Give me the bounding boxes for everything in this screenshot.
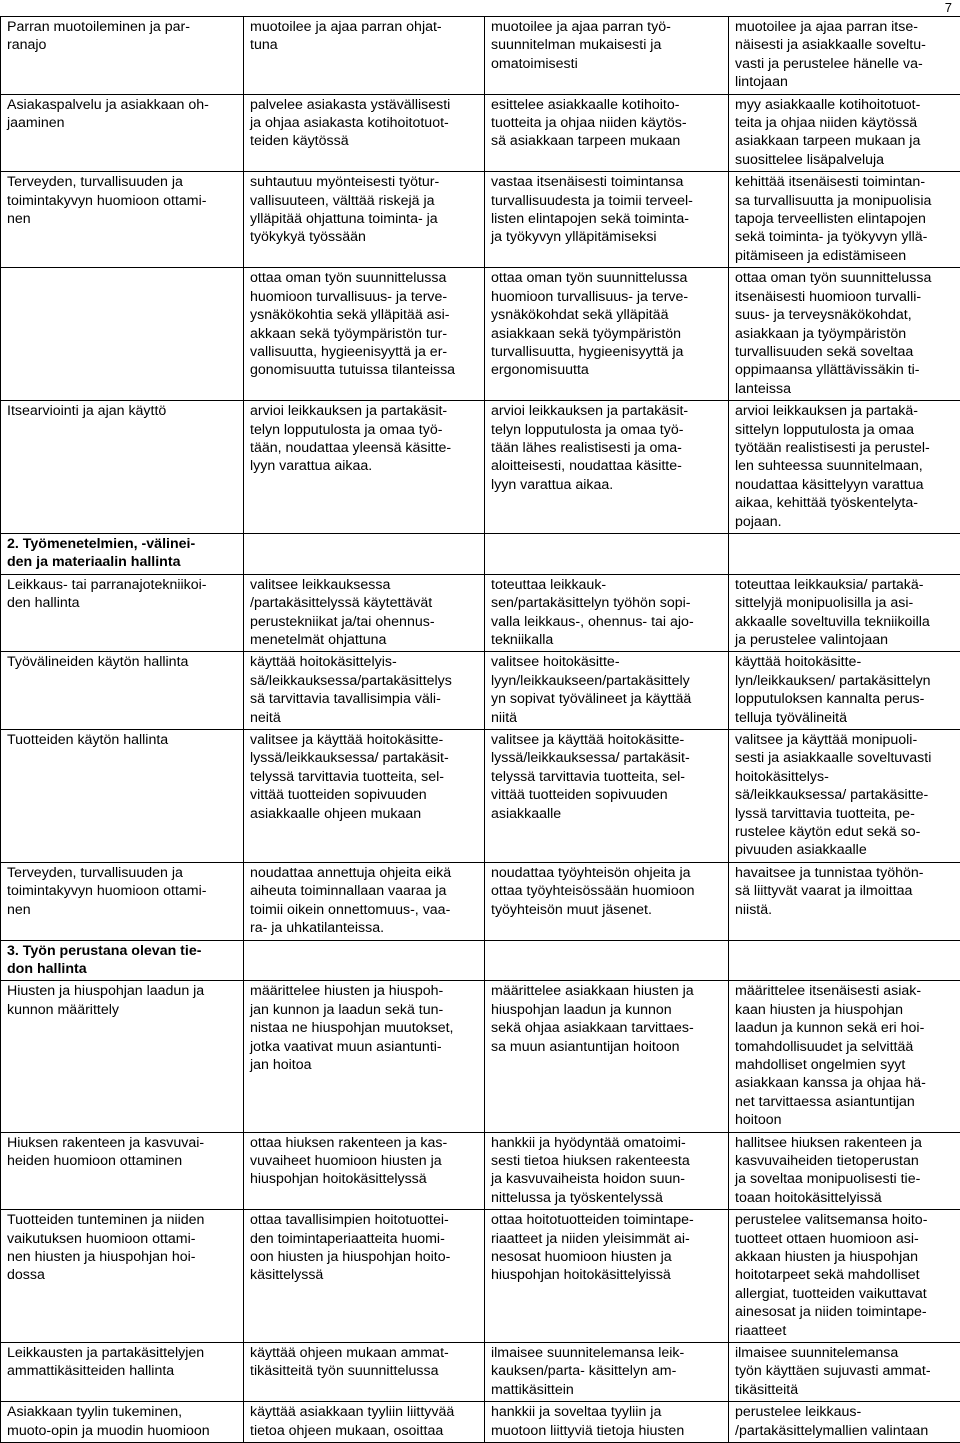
empty-cell bbox=[485, 533, 729, 574]
level-excellent-cell: kehittää itsenäisesti toimintan- sa turvallisuutta ja monipuolisia tapoja terveellisten elintapojen sekä toiminta- ja työkyvyn yllä- pitämiseen ja edistämiseen bbox=[729, 172, 960, 268]
table-row bbox=[1, 981, 960, 1132]
level-good-cell: määrittelee asiakkaan hiusten ja hiuspohjan laadun ja kunnon sekä ohjaa asiakkaan tarvittaes- sa muun asiantuntijan hoitoon bbox=[485, 981, 729, 1132]
level-satisfactory-cell: valitsee ja käyttää hoitokäsitte- lyssä/leikkauksessa/ partakäsit- telyssä tarvittavia tuotteita, sel- vittää tuotteiden sopivuuden asiakkaalle ohjeen mukaan bbox=[244, 730, 485, 863]
level-satisfactory-cell: määrittelee hiusten ja hiuspoh- jan kunnon ja laadun sekä tun- nistaa ne hiuspohjan muutokset, jotka vaativat muun asiantunti- jan hoitoa bbox=[244, 981, 485, 1132]
level-excellent-cell: käyttää hoitokäsitte- lyn/leikkauksen/ partakäsittelyn lopputuloksen kannalta perus- telluja työvälineitä bbox=[729, 652, 960, 730]
level-good-cell: ottaa oman työn suunnittelussa huomioon turvallisuus- ja terve- ysnäkökohdat sekä ylläpitää asiakkaan sekä työympäristön turvallisuutta, hygieenisyyttä ja ergonomisuutta bbox=[485, 268, 729, 401]
criteria-table-body bbox=[1, 17, 960, 1443]
level-excellent-cell: ottaa oman työn suunnittelussa itsenäisesti huomioon turvalli- suus- ja terveysnäkökohdat, asiakkaan ja työympäristön turvallisuuden sekä soveltaa oppimaansa yllättävissäkin ti- lanteissa bbox=[729, 268, 960, 401]
level-satisfactory-cell: ottaa tavallisimpien hoitotuottei- den toimintaperiaatteita huomi- oon hiusten ja hiuspohjan hoito- käsittelyssä bbox=[244, 1210, 485, 1343]
table-row bbox=[1, 730, 960, 863]
level-good-cell: toteuttaa leikkauk- sen/partakäsittelyn työhön sopi- valla leikkaus-, ohennus- tai ajo- tekniikalla bbox=[485, 574, 729, 652]
level-good-cell: esittelee asiakkaalle kotihoito- tuotteita ja ohjaa niiden käytös- sä asiakkaan tarpeen mukaan bbox=[485, 94, 729, 172]
section-heading: 2. Työmenetelmien, -välinei- den ja materiaalin hallinta bbox=[1, 533, 244, 574]
level-good-cell: muotoilee ja ajaa parran työ- suunnitelman mukaisesti ja omatoimisesti bbox=[485, 17, 729, 95]
criterion-cell bbox=[1, 268, 244, 401]
level-satisfactory-cell: arvioi leikkauksen ja partakäsit- telyn lopputulosta ja omaa työ- tään, noudattaa yleensä käsitte- lyyn varattua aikaa. bbox=[244, 401, 485, 534]
level-excellent-cell: ilmaisee suunnitelemansa työn käyttäen sujuvasti ammat- tikäsitteitä bbox=[729, 1343, 960, 1402]
level-excellent-cell: määrittelee itsenäisesti asiak- kaan hiusten ja hiuspohjan laadun ja kunnon sekä eri hoi- tomahdollisuudet ja selvittää mahdolliset ongelmien syyt asiakkaan kanssa ja ohjaa hä- net tarvittaessa asiantuntijan hoitoon bbox=[729, 981, 960, 1132]
level-good-cell: ottaa hoitotuotteiden toimintape- riaatteet ja niiden yleisimmät ai- nesosat huomioon hiusten ja hiuspohjan hoitokäsittelyissä bbox=[485, 1210, 729, 1343]
section-heading-row bbox=[1, 533, 960, 574]
criterion-cell: Terveyden, turvallisuuden ja toimintakyvyn huomioon ottami- nen bbox=[1, 172, 244, 268]
level-good-cell: noudattaa työyhteisön ohjeita ja ottaa työyhteisössään huomioon työyhteisön muut jäsenet. bbox=[485, 862, 729, 940]
criterion-cell: Tuotteiden tunteminen ja niiden vaikutuksen huomioon ottami- nen hiusten ja hiuspohjan hoi- dossa bbox=[1, 1210, 244, 1343]
empty-cell bbox=[244, 940, 485, 981]
level-excellent-cell: perustelee valitsemansa hoito- tuotteet ottaen huomioon asi- akkaan hiusten ja hiuspohjan hoitotarpeet sekä mahdolliset allergiat, tuotteiden vaikuttavat ainesosat ja niiden toimintape- riaatteet bbox=[729, 1210, 960, 1343]
level-excellent-cell: arvioi leikkauksen ja partakä- sittelyn lopputulosta ja omaa työtään realistisesti ja perustel- len suhteessa suunnitelmaan, noudattaa käsittelyyn varattua aikaa, kehittää työskentelyta- pojaan. bbox=[729, 401, 960, 534]
level-good-cell: arvioi leikkauksen ja partakäsit- telyn lopputulosta ja omaa työ- tään lähes realistisesti ja omа- aloitteisesti, noudattaa käsitte- lyyn varattua aikaa. bbox=[485, 401, 729, 534]
criterion-cell: Työvälineiden käytön hallinta bbox=[1, 652, 244, 730]
criterion-cell: Asiakkaan tyylin tukeminen, muoto-opin ja muodin huomioon bbox=[1, 1402, 244, 1443]
criterion-cell: Hiuksen rakenteen ja kasvuvai- heiden huomioon ottaminen bbox=[1, 1132, 244, 1210]
level-satisfactory-cell: suhtautuu myönteisesti työtur- vallisuuteen, välttää riskejä ja ylläpitää ohjattuna toiminta- ja työkykyä työssään bbox=[244, 172, 485, 268]
level-satisfactory-cell: käyttää asiakkaan tyyliin liittyvää tietoa ohjeen mukaan, osoittaa bbox=[244, 1402, 485, 1443]
criterion-cell: Tuotteiden käytön hallinta bbox=[1, 730, 244, 863]
level-satisfactory-cell: ottaa hiuksen rakenteen ja kas- vuvaiheet huomioon hiusten ja hiuspohjan hoitokäsittelyssä bbox=[244, 1132, 485, 1210]
table-row bbox=[1, 1210, 960, 1343]
level-excellent-cell: myy asiakkaalle kotihoitotuot- teita ja ohjaa niiden käytössä asiakkaan tarpeen mukaan ja suosittelee lisäpalveluja bbox=[729, 94, 960, 172]
level-good-cell: valitsee hoitokäsitte- lyyn/leikkaukseen/partakäsittely yn sopivat työvälineet ja käyttää niitä bbox=[485, 652, 729, 730]
section-heading-row bbox=[1, 940, 960, 981]
criterion-cell: Terveyden, turvallisuuden ja toimintakyvyn huomioon ottami- nen bbox=[1, 862, 244, 940]
level-excellent-cell: havaitsee ja tunnistaa työhön- sä liittyvät vaarat ja ilmoittaa niistä. bbox=[729, 862, 960, 940]
criterion-cell: Hiusten ja hiuspohjan laadun ja kunnon määrittely bbox=[1, 981, 244, 1132]
table-row bbox=[1, 862, 960, 940]
empty-cell bbox=[729, 533, 960, 574]
level-satisfactory-cell: käyttää ohjeen mukaan ammat- tikäsitteitä työn suunnittelussa bbox=[244, 1343, 485, 1402]
level-satisfactory-cell: ottaa oman työn suunnittelussa huomioon turvallisuus- ja terve- ysnäkökohtia sekä ylläpitää asi- akkaan sekä työympäristön tur- vallisuutta, hygieenisyyttä ja er- gonomisuutta tutuissa tilanteissa bbox=[244, 268, 485, 401]
level-good-cell: vastaa itsenäisesti toimintansa turvallisuudesta ja toimii terveel- listen elintapojen sekä toiminta- ja työkyvyn ylläpitämiseksi bbox=[485, 172, 729, 268]
level-satisfactory-cell: muotoilee ja ajaa parran ohjat- tuna bbox=[244, 17, 485, 95]
criterion-cell: Itsearviointi ja ajan käyttö bbox=[1, 401, 244, 534]
table-row bbox=[1, 94, 960, 172]
table-row bbox=[1, 17, 960, 95]
empty-cell bbox=[729, 940, 960, 981]
table-row bbox=[1, 652, 960, 730]
table-row bbox=[1, 401, 960, 534]
level-good-cell: valitsee ja käyttää hoitokäsitte- lyssä/leikkauksessa/ partakäsit- telyssä tarvittavia tuotteita, sel- vittää tuotteiden sopivuuden asiakkaalle bbox=[485, 730, 729, 863]
empty-cell bbox=[485, 940, 729, 981]
table-row bbox=[1, 1132, 960, 1210]
criterion-cell: Asiakaspalvelu ja asiakkaan oh- jaaminen bbox=[1, 94, 244, 172]
empty-cell bbox=[244, 533, 485, 574]
level-excellent-cell: hallitsee hiuksen rakenteen ja kasvuvaiheiden tietoperustan ja soveltaa monipuolisesti tie- toaan hoitokäsittelyissä bbox=[729, 1132, 960, 1210]
table-row bbox=[1, 172, 960, 268]
level-satisfactory-cell: palvelee asiakasta ystävällisesti ja ohjaa asiakasta kotihoitotuot- teiden käytössä bbox=[244, 94, 485, 172]
criterion-cell: Leikkausten ja partakäsittelyjen ammattikäsitteiden hallinta bbox=[1, 1343, 244, 1402]
level-satisfactory-cell: valitsee leikkauksessa /partakäsittelyssä käytettävät perustekniikat ja/tai ohennus- menetelmät ohjattuna bbox=[244, 574, 485, 652]
table-row bbox=[1, 1402, 960, 1443]
level-satisfactory-cell: käyttää hoitokäsittelyis- sä/leikkauksessa/partakäsittelys sä tarvittavia tavallisimpia väli- neitä bbox=[244, 652, 485, 730]
level-good-cell: hankkii ja soveltaa tyyliin ja muotoon liittyviä tietoja hiusten bbox=[485, 1402, 729, 1443]
table-row bbox=[1, 1343, 960, 1402]
table-row bbox=[1, 268, 960, 401]
level-excellent-cell: valitsee ja käyttää monipuoli- sesti ja asiakkaalle soveltuvasti hoitokäsittelys- sä/leikkauksessa/ partakäsitte- lyssä tarvittavia tuotteita, pe- rustelee käytön edut sekä so- pivuuden asiakkaalle bbox=[729, 730, 960, 863]
level-excellent-cell: perustelee leikkaus- /partakäsittelymallien valintaan bbox=[729, 1402, 960, 1443]
section-heading: 3. Työn perustana olevan tie- don hallinta bbox=[1, 940, 244, 981]
level-good-cell: hankkii ja hyödyntää omatoimi- sesti tietoa hiuksen rakenteesta ja kasvuvaiheista hoidon suun- nittelussa ja työskentelyssä bbox=[485, 1132, 729, 1210]
criterion-cell: Leikkaus- tai parranajotekniikoi- den hallinta bbox=[1, 574, 244, 652]
level-satisfactory-cell: noudattaa annettuja ohjeita eikä aiheuta toiminnallaan vaaraa ja toimii oikein onnettomuus-, vaa- ra- ja uhkatilanteissa. bbox=[244, 862, 485, 940]
table-row bbox=[1, 574, 960, 652]
level-good-cell: ilmaisee suunnitelemansa leik- kauksen/parta- käsittelyn am- mattikäsittein bbox=[485, 1343, 729, 1402]
level-excellent-cell: toteuttaa leikkauksia/ partakä- sittelyjä monipuolisilla ja asi- akkaalle soveltuvilla tekniikoilla ja perustelee valintojaan bbox=[729, 574, 960, 652]
level-excellent-cell: muotoilee ja ajaa parran itse- näisesti ja asiakkaalle soveltu- vasti ja perustelee hänelle va- lintojaan bbox=[729, 17, 960, 95]
criterion-cell: Parran muotoileminen ja par- ranajo bbox=[1, 17, 244, 95]
page-number: 7 bbox=[945, 0, 952, 16]
assessment-criteria-table bbox=[0, 16, 960, 1443]
